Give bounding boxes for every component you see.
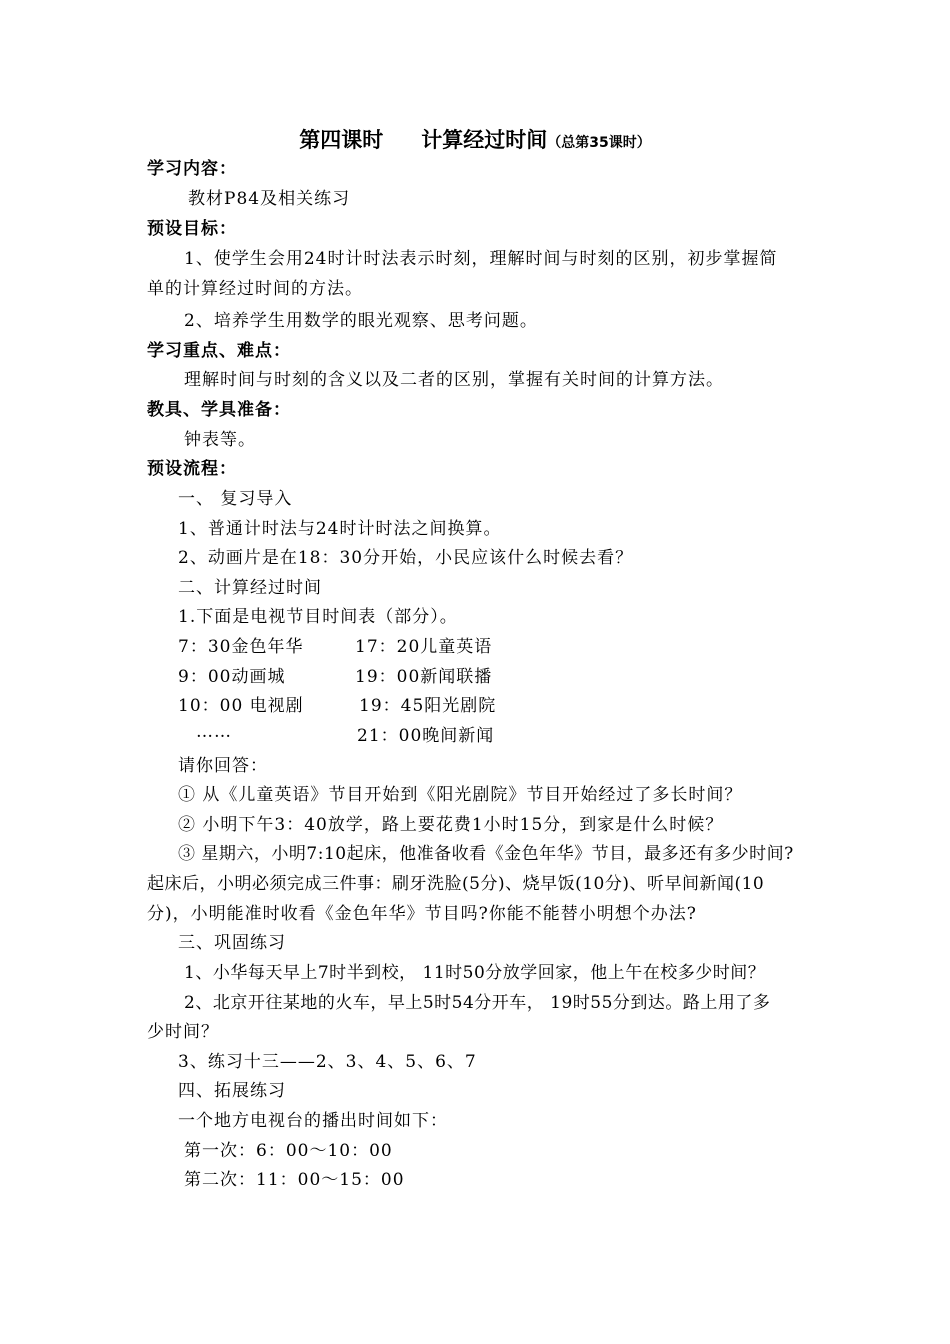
title-topic: 计算经过时间 — [421, 128, 548, 152]
goal-1-line-1: 1、使学生会用24时计时法表示时刻，理解时间与时刻的区别，初步掌握简 — [184, 249, 778, 269]
part3-question-2-line-1: 2、北京开往某地的火车，早上5时54分开车， 19时55分到达。路上用了多 — [184, 993, 771, 1013]
part3-question-1: 1、小华每天早上7时半到校， 11时50分放学回家，他上午在校多少时间？ — [184, 963, 766, 983]
question-2: ② 小明下午3：40放学，路上要花费1小时15分，到家是什么时候？ — [178, 815, 724, 835]
broadcast-1: 第一次：6：00～10：00 — [184, 1141, 393, 1161]
title-note: （总第35课时） — [547, 135, 651, 151]
part2-heading: 二、计算经过时间 — [178, 578, 322, 598]
key-heading: 学习重点、难点： — [147, 341, 291, 361]
schedule-left-1: 7：30金色年华 — [178, 637, 304, 657]
part4-heading: 四、拓展练习 — [178, 1081, 286, 1101]
schedule-right-2: 19：00新闻联播 — [355, 667, 493, 687]
schedule-left-3: 10：00 电视剧 — [178, 696, 304, 716]
question-3-line-2: 起床后，小明必须完成三件事：刷牙洗脸(5分)、烧早饭(10分)、听早间新闻(10 — [147, 874, 765, 894]
part3-heading: 三、巩固练习 — [178, 933, 286, 953]
part1-heading: 一、 复习导入 — [178, 489, 293, 509]
content-heading: 学习内容： — [147, 159, 237, 179]
question-3-line-3: 分)，小明能准时收看《金色年华》节目吗?你能不能替小明想个办法? — [147, 904, 697, 924]
goals-heading: 预设目标： — [147, 219, 237, 239]
tools-heading: 教具、学具准备： — [147, 400, 291, 420]
goal-2: 2、培养学生用数学的眼光观察、思考问题。 — [184, 311, 538, 331]
part1-question-1: 1、普通计时法与24时计时法之间换算。 — [178, 519, 502, 539]
part4-intro: 一个地方电视台的播出时间如下： — [178, 1111, 448, 1131]
schedule-right-4: 21：00晚间新闻 — [357, 726, 495, 746]
ask-label: 请你回答： — [178, 756, 268, 776]
schedule-left-2: 9：00动画城 — [178, 667, 286, 687]
part1-question-2: 2、动画片是在18：30分开始，小民应该什么时候去看？ — [178, 548, 634, 568]
goal-1-line-2: 单的计算经过时间的方法。 — [147, 279, 363, 299]
part3-question-2-line-2: 少时间？ — [147, 1022, 219, 1042]
schedule-right-1: 17：20儿童英语 — [355, 637, 493, 657]
broadcast-2: 第二次：11：00～15：00 — [184, 1170, 405, 1190]
part3-question-3: 3、练习十三——2、3、4、5、6、7 — [178, 1052, 477, 1072]
question-1: ① 从《儿童英语》节目开始到《阳光剧院》节目开始经过了多长时间？ — [178, 785, 743, 805]
schedule-right-3: 19：45阳光剧院 — [359, 696, 497, 716]
part2-intro: 1.下面是电视节目时间表（部分）。 — [178, 607, 458, 627]
schedule-left-4: …… — [196, 722, 232, 742]
question-3-line-1: ③ 星期六，小明7:10起床，他准备收看《金色年华》节目，最多还有多少时间? — [178, 844, 794, 864]
key-text: 理解时间与时刻的含义以及二者的区别，掌握有关时间的计算方法。 — [184, 370, 724, 390]
title-lesson: 第四课时 — [299, 128, 384, 152]
flow-heading: 预设流程： — [147, 459, 237, 479]
tools-text: 钟表等。 — [184, 430, 256, 450]
page-title — [0, 124, 950, 154]
content-text: 教材P84及相关练习 — [188, 189, 351, 209]
